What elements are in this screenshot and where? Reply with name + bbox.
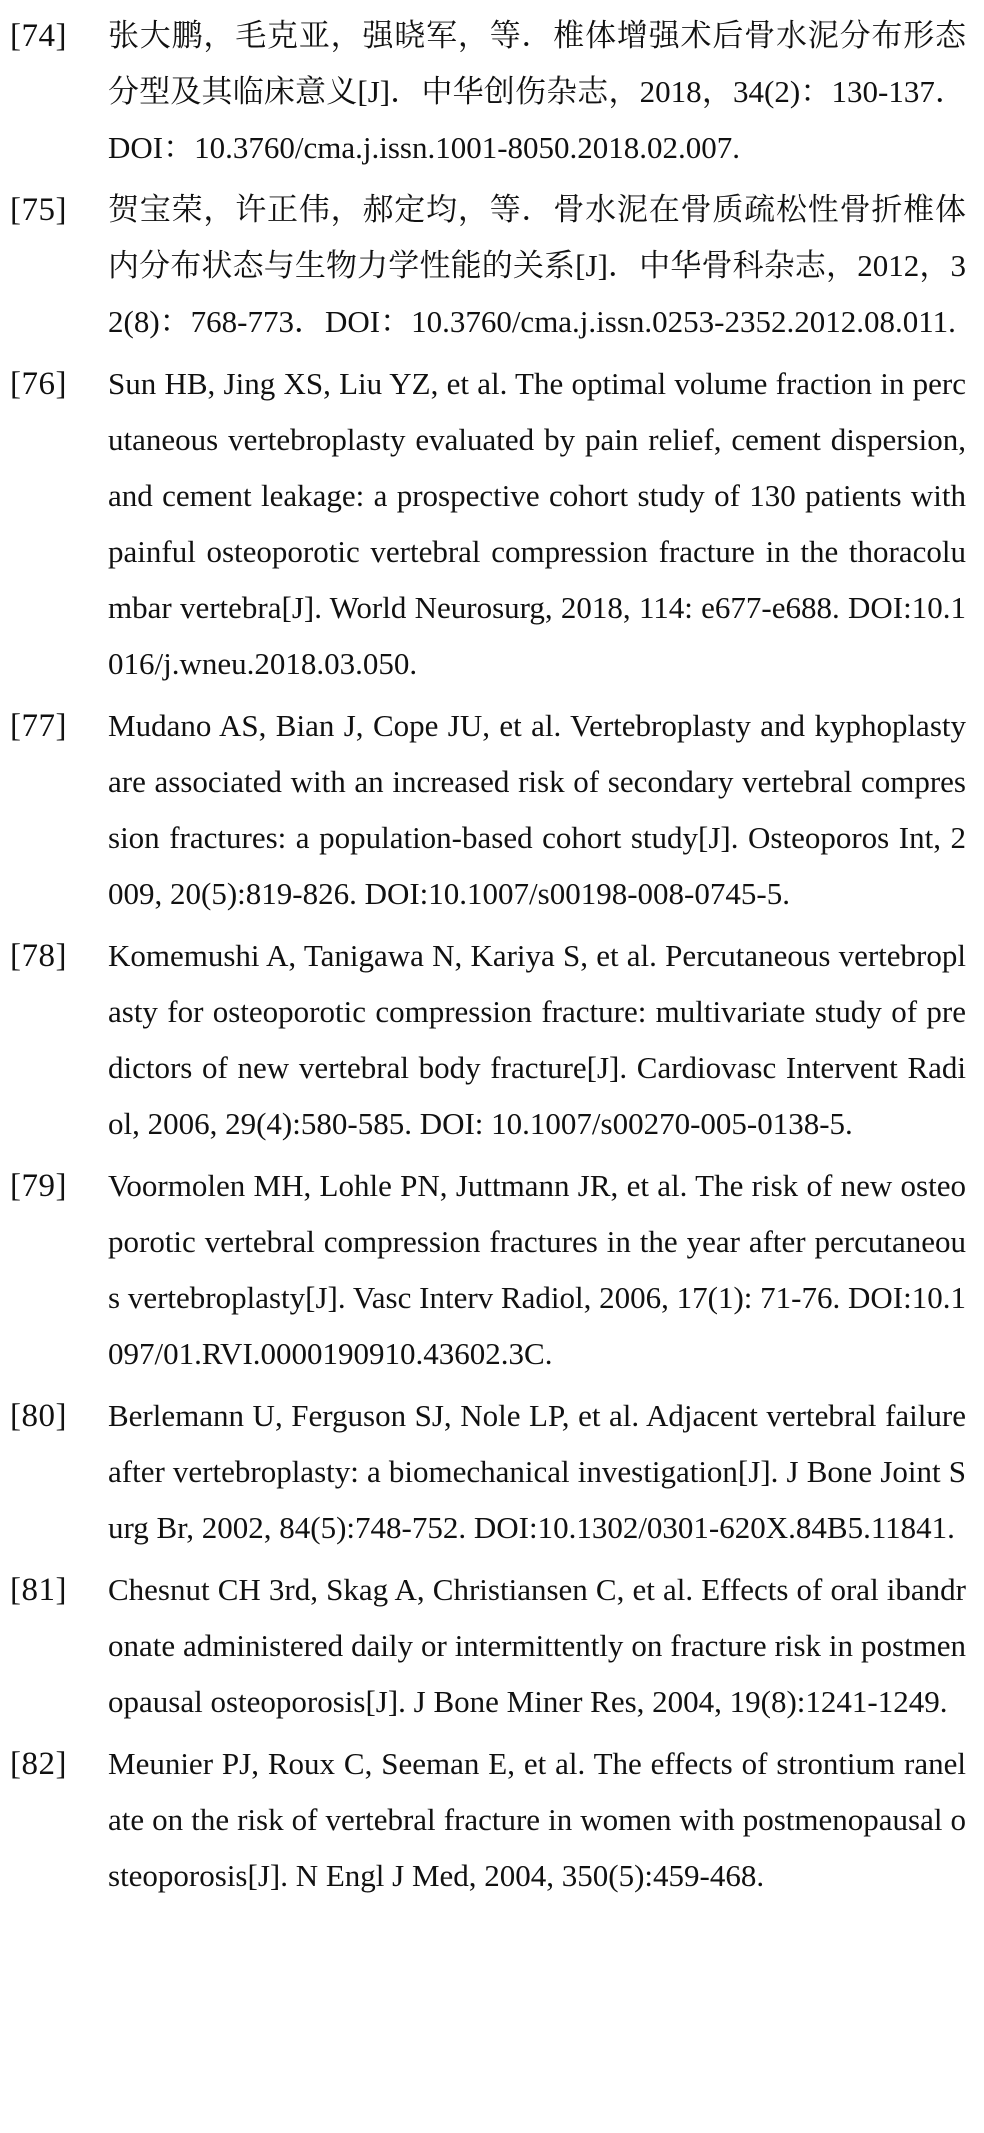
reference-item-81 — [10, 1562, 966, 1730]
reference-text: Berlemann U, Ferguson SJ, Nole LP, et al. Adjacent vertebral failure after vertebroplasty: a biomechanical investigation[J]. J Bone Joint Surg Br, 2002, 84(5):748-752. DOI:10.1302/0301-620X.84B5.11841. — [108, 1398, 966, 1545]
reference-number: [76] — [10, 366, 67, 402]
reference-number: [78] — [10, 938, 67, 974]
reference-text: Sun HB, Jing XS, Liu YZ, et al. The optimal volume fraction in percutaneous vertebroplasty evaluated by pain relief, cement dispersion, and cement leakage: a prospective cohort study of 130 patients with painful osteoporotic vertebral compression fracture in the thoracolumbar vertebra[J]. World Neurosurg, 2018, 114: e677-e688. DOI:10.1016/j.wneu.2018.03.050. — [108, 366, 966, 681]
reference-number: [81] — [10, 1572, 67, 1608]
reference-item-78 — [10, 928, 966, 1152]
reference-item-79 — [10, 1158, 966, 1382]
reference-number: [80] — [10, 1398, 67, 1434]
reference-number: [79] — [10, 1168, 67, 1204]
reference-item-77 — [10, 698, 966, 922]
reference-text: 张大鹏，毛克亚，强晓军，等．椎体增强术后骨水泥分布形态分型及其临床意义[J]．中华创伤杂志，2018，34(2)：130-137．DOI：10.3760/cma.j.issn.1001-8050.2018.02.007. — [108, 18, 966, 165]
reference-text: 贺宝荣，许正伟，郝定均，等．骨水泥在骨质疏松性骨折椎体内分布状态与生物力学性能的关系[J]．中华骨科杂志，2012，32(8)：768-773．DOI：10.3760/cma.j.issn.0253-2352.2012.08.011. — [108, 192, 966, 339]
reference-text: Chesnut CH 3rd, Skag A, Christiansen C, et al. Effects of oral ibandronate administered daily or intermittently on fracture risk in postmenopausal osteoporosis[J]. J Bone Miner Res, 2004, 19(8):1241-1249. — [108, 1572, 966, 1719]
reference-number: [82] — [10, 1746, 67, 1782]
reference-item-76 — [10, 356, 966, 692]
reference-item-75 — [10, 182, 966, 350]
reference-item-80 — [10, 1388, 966, 1556]
reference-text: Komemushi A, Tanigawa N, Kariya S, et al. Percutaneous vertebroplasty for osteoporotic compression fracture: multivariate study of predictors of new vertebral body fracture[J]. Cardiovasc Intervent Radiol, 2006, 29(4):580-585. DOI: 10.1007/s00270-005-0138-5. — [108, 938, 966, 1141]
reference-item-74 — [10, 8, 966, 176]
reference-text: Voormolen MH, Lohle PN, Juttmann JR, et al. The risk of new osteoporotic vertebral compression fractures in the year after percutaneous vertebroplasty[J]. Vasc Interv Radiol, 2006, 17(1): 71-76. DOI:10.1097/01.RVI.0000190910.43602.3C. — [108, 1168, 966, 1371]
reference-text: Mudano AS, Bian J, Cope JU, et al. Vertebroplasty and kyphoplasty are associated with an increased risk of secondary vertebral compression fractures: a population-based cohort study[J]. Osteoporos Int, 2009, 20(5):819-826. DOI:10.1007/s00198-008-0745-5. — [108, 708, 966, 911]
reference-number: [75] — [10, 192, 67, 228]
reference-text: Meunier PJ, Roux C, Seeman E, et al. The effects of strontium ranelate on the risk of vertebral fracture in women with postmenopausal osteoporosis[J]. N Engl J Med, 2004, 350(5):459-468. — [108, 1746, 966, 1893]
reference-number: [77] — [10, 708, 67, 744]
reference-item-82 — [10, 1736, 966, 1904]
reference-number: [74] — [10, 18, 67, 54]
